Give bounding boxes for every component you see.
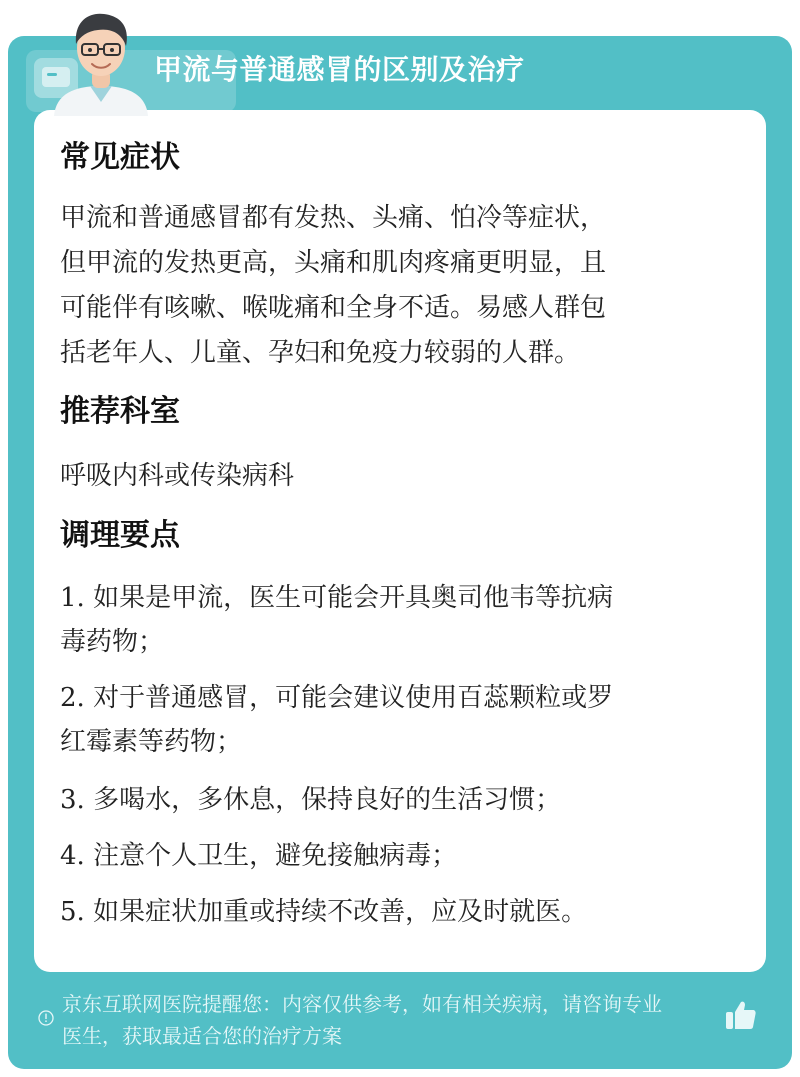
section-title-department: 推荐科室 (60, 394, 180, 429)
page-title: 甲流与普通感冒的区别及治疗 (154, 53, 525, 86)
section-title-symptoms: 常见症状 (60, 140, 180, 175)
care-item-number: 4. (60, 841, 85, 871)
care-item-text: 对于普通感冒，可能会建议使用百蕊颗粒或罗 (93, 683, 614, 713)
symptoms-line: 可能伴有咳嗽、喉咙痛和全身不适。易感人群包 (60, 293, 607, 323)
disclaimer-line: 京东互联网医院提醒您：内容仅供参考，如有相关疾病，请咨询专业 (62, 992, 662, 1016)
info-icon (38, 1010, 54, 1026)
care-item-number: 3. (60, 785, 85, 815)
care-item-number: 2. (60, 683, 85, 713)
doctor-avatar (46, 6, 156, 116)
symptoms-line: 甲流和普通感冒都有发热、头痛、怕冷等症状， (60, 203, 607, 233)
symptoms-line: 但甲流的发热更高，头痛和肌肉疼痛更明显，且 (60, 248, 607, 278)
care-item-2 (60, 676, 740, 764)
info-card (8, 36, 792, 1069)
care-item-text: 注意个人卫生，避免接触病毒； (93, 841, 458, 871)
care-item-1 (60, 576, 740, 664)
thumbs-up-icon[interactable] (724, 998, 758, 1032)
section-title-care: 调理要点 (60, 518, 180, 553)
disclaimer-line: 医生，获取最适合您的治疗方案 (62, 1024, 342, 1048)
symptoms-line: 括老年人、儿童、孕妇和免疫力较弱的人群。 (60, 338, 581, 368)
care-item-number: 5. (60, 897, 85, 927)
care-item-5 (60, 890, 740, 934)
care-item-3 (60, 778, 740, 822)
disclaimer-footer (8, 986, 792, 1066)
care-item-text: 如果症状加重或持续不改善，应及时就医。 (93, 897, 588, 927)
content-panel (34, 110, 766, 972)
symptoms-text (60, 196, 740, 376)
department-text: 呼吸内科或传染病科 (60, 461, 295, 491)
care-item-text: 如果是甲流，医生可能会开具奥司他韦等抗病 (93, 583, 614, 613)
care-item-4 (60, 834, 740, 878)
care-item-text: 多喝水，多休息，保持良好的生活习惯； (93, 785, 562, 815)
care-item-number: 1. (60, 583, 85, 613)
care-item-text: 红霉素等药物； (60, 727, 243, 757)
care-item-text: 毒药物； (60, 627, 165, 657)
disclaimer-text (62, 988, 732, 1052)
